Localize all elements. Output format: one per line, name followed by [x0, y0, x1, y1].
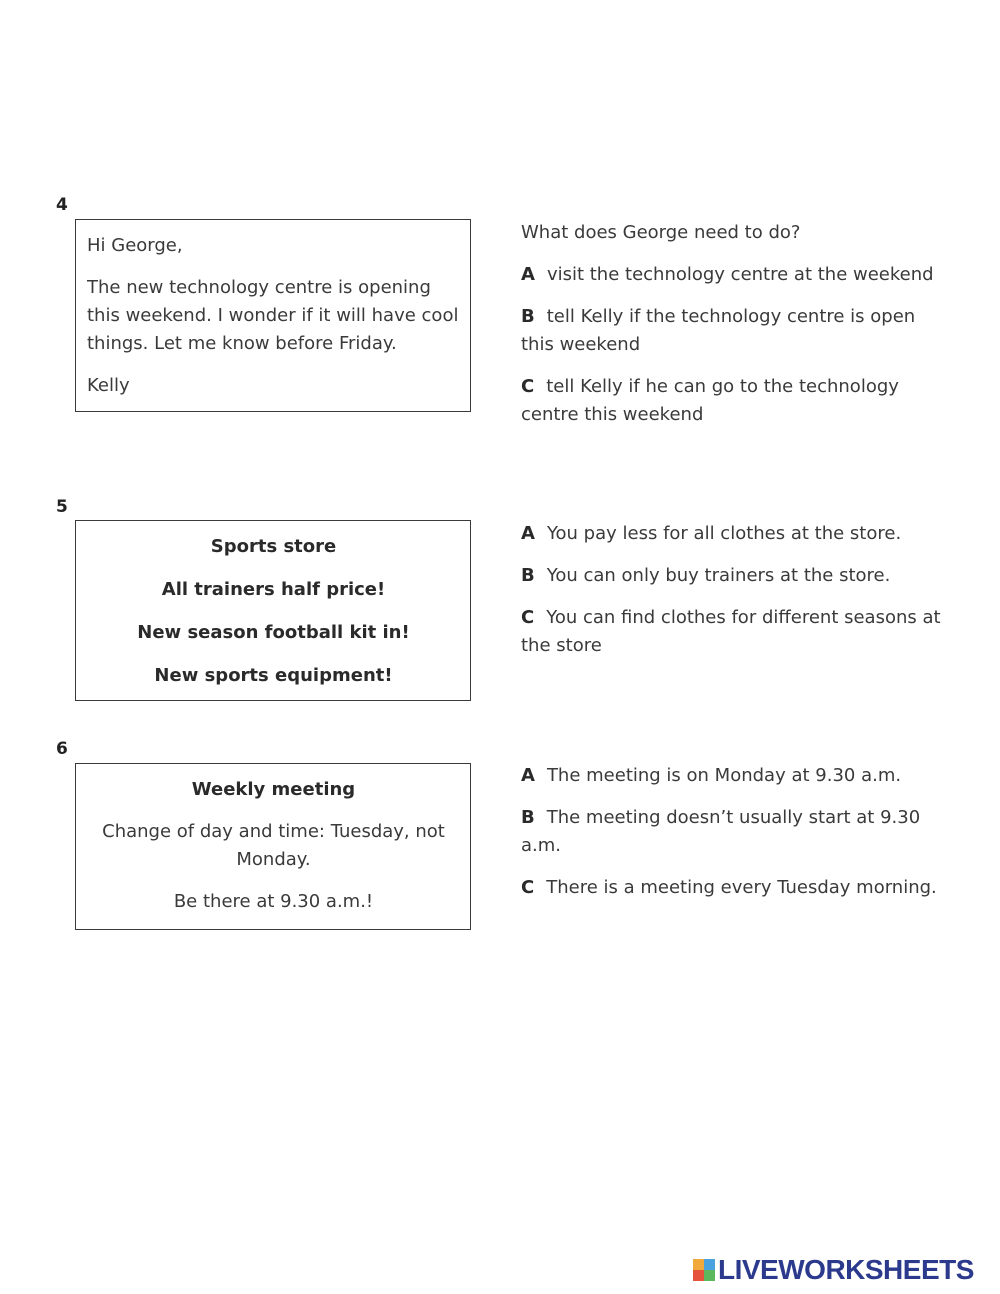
note-body: The new technology centre is opening this weekend. I wonder if it will have cool things. Let me know before Friday. [87, 277, 459, 354]
logo-text: LIVEWORKSHEETS [718, 1254, 974, 1285]
notice-box-q5 [75, 520, 471, 701]
logo-square [693, 1270, 704, 1281]
logo-square [704, 1270, 715, 1281]
option-letter: B [521, 565, 535, 586]
option-b[interactable] [521, 804, 941, 860]
option-letter: B [521, 306, 535, 327]
option-b[interactable] [521, 303, 941, 359]
question-number-4: 4 [56, 195, 68, 215]
option-letter: C [521, 877, 535, 898]
notice-line: New season football kit in! [137, 622, 410, 643]
option-text: You can find clothes for different seasons at the store [521, 607, 941, 656]
note-greeting: Hi George, [87, 235, 183, 256]
notice-line: New sports equipment! [154, 665, 393, 686]
options-q5 [521, 520, 941, 674]
option-letter: A [521, 523, 535, 544]
notice-box-q6 [75, 763, 471, 930]
logo-square [704, 1259, 715, 1270]
option-letter: C [521, 607, 535, 628]
option-text: The meeting doesn’t usually start at 9.30 a.m. [521, 807, 921, 856]
options-q4 [521, 219, 941, 443]
option-text: There is a meeting every Tuesday morning. [546, 877, 937, 898]
notice-line: Sports store [210, 536, 337, 557]
notice-title: Weekly meeting [191, 779, 356, 800]
logo-square [693, 1259, 704, 1270]
option-a[interactable] [521, 520, 941, 548]
question-prompt: What does George need to do? [521, 222, 801, 243]
notice-line: Be there at 9.30 a.m.! [173, 891, 374, 912]
option-text: tell Kelly if the technology centre is open this weekend [521, 306, 916, 355]
options-q6 [521, 762, 941, 916]
option-a[interactable] [521, 762, 941, 790]
option-letter: A [521, 765, 535, 786]
option-text: tell Kelly if he can go to the technology centre this weekend [521, 376, 899, 425]
option-letter: C [521, 376, 535, 397]
option-text: The meeting is on Monday at 9.30 a.m. [546, 765, 902, 786]
option-text: visit the technology centre at the weekend [546, 264, 934, 285]
liveworksheets-logo[interactable] [693, 1254, 974, 1286]
note-signoff: Kelly [87, 375, 130, 396]
option-letter: B [521, 807, 535, 828]
question-number-5: 5 [56, 497, 68, 517]
option-c[interactable] [521, 874, 941, 902]
notice-line: Change of day and time: Tuesday, not Monday. [102, 821, 445, 870]
option-a[interactable] [521, 261, 941, 289]
notice-line: All trainers half price! [161, 579, 386, 600]
note-box-q4 [75, 219, 471, 412]
option-b[interactable] [521, 562, 941, 590]
option-text: You can only buy trainers at the store. [546, 565, 891, 586]
option-c[interactable] [521, 604, 941, 660]
option-text: You pay less for all clothes at the store. [546, 523, 902, 544]
logo-mark-icon [693, 1259, 715, 1281]
option-letter: A [521, 264, 535, 285]
option-c[interactable] [521, 373, 941, 429]
question-number-6: 6 [56, 739, 68, 759]
